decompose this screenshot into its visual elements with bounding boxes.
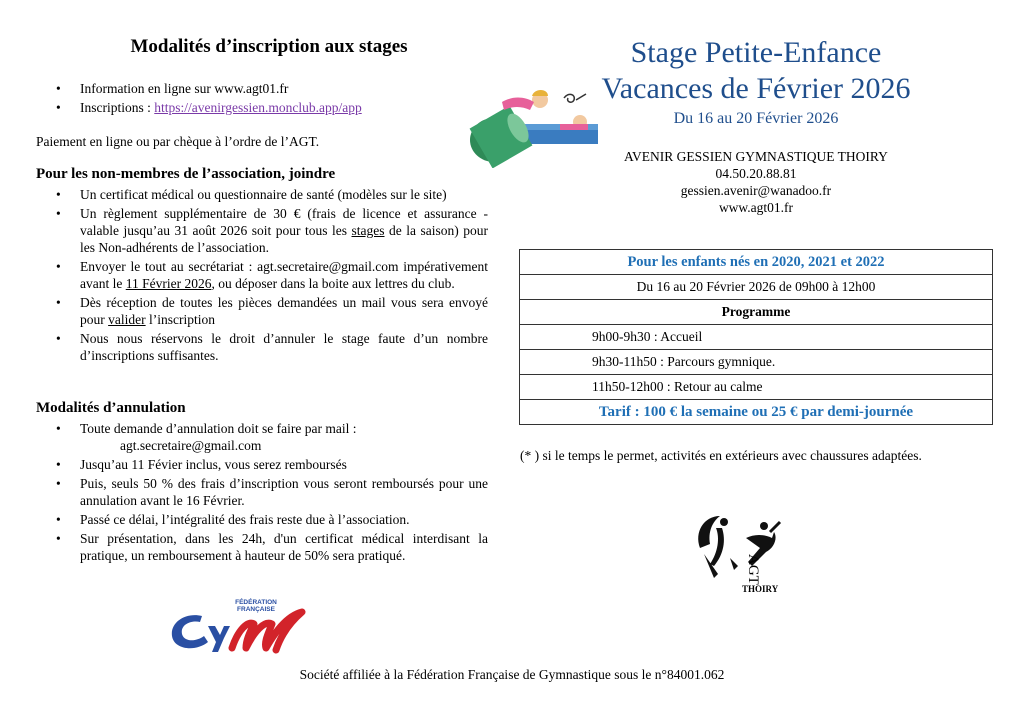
org-name: AVENIR GESSIEN GYMNASTIQUE THOIRY: [624, 149, 888, 164]
list-item: • Un certificat médical ou questionnaire de santé (modèles sur le site): [36, 186, 488, 203]
list-item: • Un règlement supplémentaire de 30 € (frais de licence et assurance - valable jusqu’au 31 août 2026 soit pour tous les stages de la saison) pour les Non-adhérents de l’association.: [36, 205, 488, 256]
cancel-list: [36, 420, 488, 566]
footer-affiliation: Société affiliée à la Fédération Française de Gymnastique sous le n°84001.062: [299, 667, 725, 682]
table-dates: Du 16 au 20 Février 2026 de 09h00 à 12h00: [520, 275, 993, 300]
stage-subtitle: Vacances de Février 2026: [601, 72, 911, 105]
agt-logo-name: THOIRY: [742, 584, 779, 594]
info-list: [36, 80, 496, 118]
ffg-gym-logo: [168, 598, 308, 654]
list-item: • Information en ligne sur www.agt01.fr: [36, 80, 496, 97]
list-item: • Passé ce délai, l’intégralité des frais reste due à l’association.: [36, 511, 488, 528]
org-email[interactable]: gessien.avenir@wanadoo.fr: [680, 183, 832, 198]
table-row: 9h00-9h30 : Accueil: [520, 325, 993, 350]
agt-logo-letters: AGT: [745, 554, 761, 585]
weather-note: (* ) si le temps le permet, activités en extérieurs avec chaussures adaptées.: [520, 448, 922, 463]
left-title: Modalités d’inscription aux stages: [130, 36, 408, 57]
agt-thoiry-logo: [690, 508, 790, 598]
table-head: Pour les enfants nés en 2020, 2021 et 2022: [520, 250, 993, 275]
table-row: 9h30-11h50 : Parcours gymnique.: [520, 350, 993, 375]
org-website[interactable]: www.agt01.fr: [718, 200, 794, 215]
nonmembers-title: Pour les non-membres de l’association, joindre: [36, 166, 336, 182]
list-item: • Envoyer le tout au secrétariat : agt.secretaire@gmail.com impérativement avant le 11 Février 2026, ou déposer dans la boite aux lettres du club.: [36, 258, 488, 292]
payment-text: Paiement en ligne ou par chèque à l’ordre de l’AGT.: [36, 134, 320, 149]
list-item: • Jusqu’au 11 Févier inclus, vous serez remboursés: [36, 456, 488, 473]
list-item: • Nous nous réservons le droit d’annuler le stage faute d’un nombre d’inscriptions suffisantes.: [36, 330, 488, 364]
list-item: • Sur présentation, dans les 24h, d'un certificat médical interdisant la pratique, un remboursement à hauteur de 50% sera pratiqué.: [36, 530, 488, 564]
gymnasts-icon: [690, 508, 790, 588]
table-row: 11h50-12h00 : Retour au calme: [520, 375, 993, 400]
nonmembers-list: [36, 186, 488, 366]
list-item: • Puis, seuls 50 % des frais d’inscription vous seront remboursés pour une annulation avant le 16 Février.: [36, 475, 488, 509]
inscription-link[interactable]: https://avenirgessien.monclub.app/app: [154, 100, 362, 115]
table-programme: Programme: [520, 300, 993, 325]
list-item: • Toute demande d’annulation doit se faire par mail : agt.secretaire@gmail.com: [36, 420, 488, 454]
table-tarif: Tarif : 100 € la semaine ou 25 € par demi-journée: [520, 400, 993, 425]
programme-table: [519, 249, 993, 425]
list-item: • Inscriptions : https://avenirgessien.monclub.app/app: [36, 99, 496, 116]
list-item: • Dès réception de toutes les pièces demandées un mail vous sera envoyé pour valider l’inscription: [36, 294, 488, 328]
ffg-logo-small-text: FÉDÉRATION FRANÇAISE: [235, 599, 277, 613]
ffg-gym-swoosh: [168, 608, 308, 654]
cancel-email: agt.secretaire@gmail.com: [120, 438, 262, 453]
stage-dates: Du 16 au 20 Février 2026: [673, 110, 839, 127]
cancel-title: Modalités d’annulation: [36, 400, 186, 416]
org-phone: 04.50.20.88.81: [715, 166, 797, 181]
stage-title: Stage Petite-Enfance: [630, 36, 882, 69]
